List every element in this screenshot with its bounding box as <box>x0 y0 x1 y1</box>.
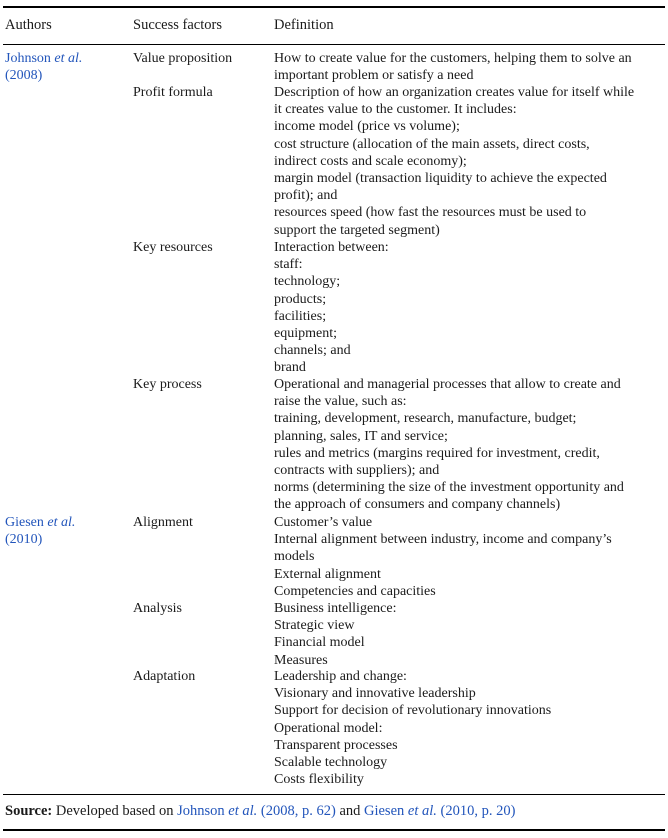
definition-line: the approach of consumers and company channels) <box>274 497 561 513</box>
definition-line: Operational and managerial processes that allow to create and <box>274 377 621 392</box>
definition-line: equipment; <box>274 326 337 342</box>
definition-line: Description of how an organization creates value for itself while <box>274 85 635 100</box>
definition-adaptation <box>274 668 551 788</box>
definition-line: support the targeted segment) <box>274 222 440 238</box>
definition-line: training, development, research, manufacture, budget; <box>274 411 577 427</box>
header-success-factors: Success factors <box>133 17 222 33</box>
definition-line: products; <box>274 291 327 307</box>
definition-line: Customer’s value <box>274 515 373 530</box>
definition-line: facilities; <box>274 308 327 324</box>
definition-line: raise the value, such as: <box>274 394 407 410</box>
source-note: Source: Developed based on Johnson et al. (2008, p. 62) and Giesen et al. (2010, p. 20) <box>5 803 516 819</box>
definition-line: Visionary and innovative leadership <box>274 686 476 702</box>
definition-line: contracts with suppliers); and <box>274 463 440 479</box>
definition-line: How to create value for the customers, helping them to solve an <box>274 51 632 66</box>
definition-key-process <box>274 376 624 514</box>
definition-line: margin model (transaction liquidity to achieve the expected <box>274 171 607 187</box>
source-link-johnson[interactable]: Johnson et al. (2008, p. 62) <box>177 803 336 819</box>
definition-key-resources <box>274 239 389 377</box>
definition-line: norms (determining the size of the investment opportunity and <box>274 480 624 496</box>
header-definition: Definition <box>274 17 334 33</box>
definition-line: cost structure (allocation of the main assets, direct costs, <box>274 136 590 152</box>
definition-line: Transparent processes <box>274 737 398 753</box>
definition-line: profit); and <box>274 188 338 204</box>
definition-line: income model (price vs volume); <box>274 119 460 135</box>
author-johnson[interactable]: Johnson et al. (2008) <box>5 51 83 84</box>
definition-line: planning, sales, IT and service; <box>274 428 448 444</box>
header-rule <box>3 44 665 45</box>
definition-line: staff: <box>274 257 303 273</box>
definition-line: Scalable technology <box>274 755 388 771</box>
bottom-rule <box>3 794 665 795</box>
definition-line: Internal alignment between industry, income and company’s <box>274 532 612 548</box>
definition-line: Competencies and capacities <box>274 583 436 599</box>
factor-analysis: Analysis <box>133 601 182 616</box>
definition-profit-formula <box>274 84 634 239</box>
definition-line: Strategic view <box>274 618 355 634</box>
definition-line: models <box>274 549 315 565</box>
definition-line: brand <box>274 360 306 376</box>
definition-line: Support for decision of revolutionary innovations <box>274 703 552 719</box>
header-authors: Authors <box>5 17 52 33</box>
definition-line: it creates value to the customer. It includes: <box>274 102 517 118</box>
source-link-giesen[interactable]: Giesen et al. (2010, p. 20) <box>364 803 516 819</box>
definition-line: Business intelligence: <box>274 601 397 616</box>
definition-line: Operational model: <box>274 720 383 736</box>
factor-profit-formula: Profit formula <box>133 85 213 100</box>
definition-analysis <box>274 600 396 669</box>
definition-line: indirect costs and scale economy); <box>274 153 467 169</box>
definition-value-proposition <box>274 50 632 84</box>
factor-value-proposition: Value proposition <box>133 51 233 66</box>
author-giesen[interactable]: Giesen et al. (2010) <box>5 515 76 548</box>
factor-alignment: Alignment <box>133 515 193 530</box>
definition-line: External alignment <box>274 566 381 582</box>
final-rule <box>3 829 665 831</box>
definition-line: Interaction between: <box>274 240 389 255</box>
definition-line: Financial model <box>274 635 365 651</box>
definition-line: Costs flexibility <box>274 772 364 788</box>
definition-line: resources speed (how fast the resources must be used to <box>274 205 587 221</box>
factor-adaptation: Adaptation <box>133 669 196 684</box>
definition-line: technology; <box>274 274 341 290</box>
factor-key-process: Key process <box>133 377 202 392</box>
factor-key-resources: Key resources <box>133 240 213 255</box>
top-rule <box>3 6 665 8</box>
definition-line: important problem or satisfy a need <box>274 68 474 84</box>
definition-line: channels; and <box>274 343 351 359</box>
definition-alignment <box>274 514 612 600</box>
source-label: Source: <box>5 803 53 819</box>
definition-line: Leadership and change: <box>274 669 407 684</box>
definition-line: Measures <box>274 652 328 668</box>
definition-line: rules and metrics (margins required for investment, credit, <box>274 445 600 461</box>
